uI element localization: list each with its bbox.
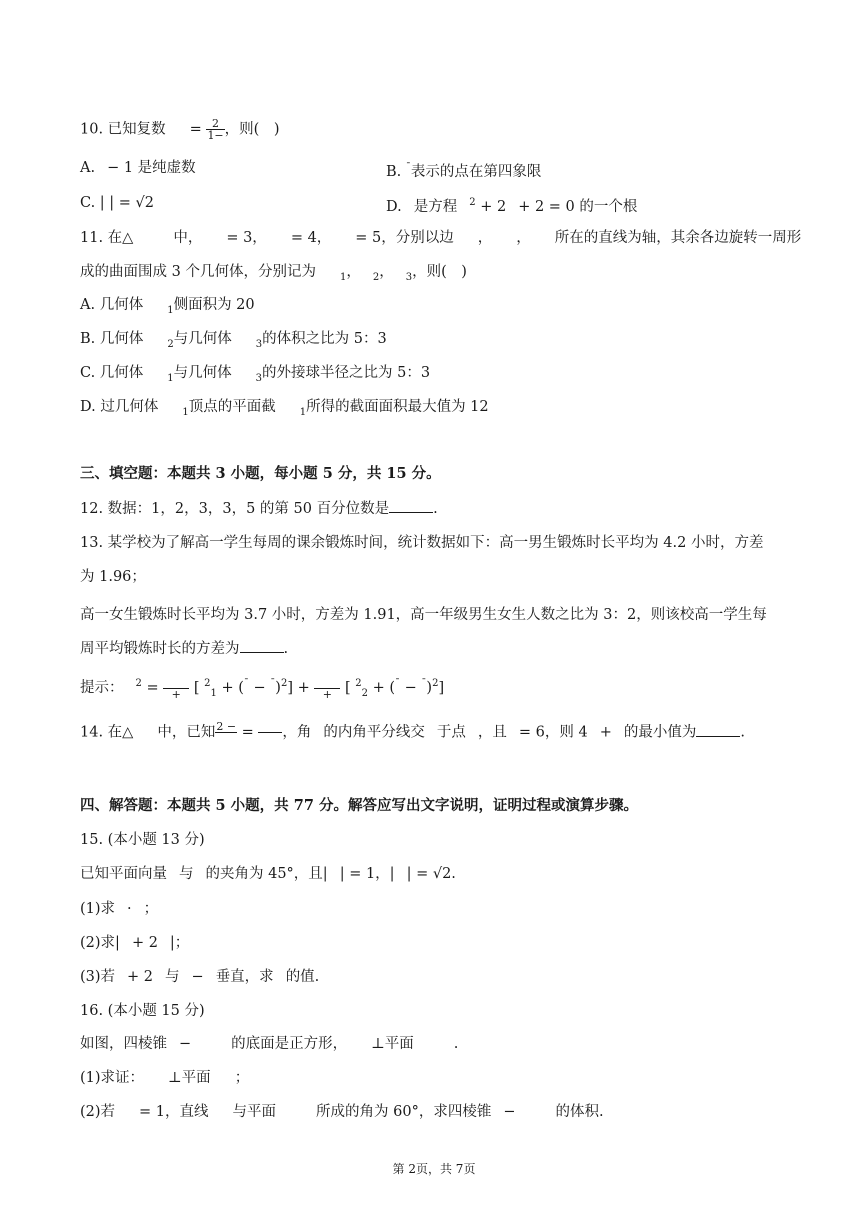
q10-option-b: B. ¯表示的点在第四象限 — [386, 162, 542, 180]
page-footer: 第 2页，共 7页 — [392, 1162, 476, 1176]
q13-stem-line3: 高一女生锻炼时长平均为 3.7 小时，方差为 1.91，高一年级男生女生人数之比为 3：2，则该校高一学生每 — [80, 607, 767, 623]
q16-part-1: (1)求证： ⊥平面 ； — [80, 1070, 250, 1086]
q10-option-d: D. 是方程 $^2$ + 2 + 2 = 0 的一个根 — [386, 197, 638, 215]
q12-stem: 12. 数据：1，2，3，3，5 的第 50 百分位数是 . — [80, 498, 438, 519]
q16-stem: 如图，四棱锥 − 的底面是正方形， ⊥平面 . — [80, 1036, 459, 1052]
q13-stem-line2: 为 1.96； — [80, 569, 146, 585]
q11-option-c: C. 几何体 $_1$与几何体 $_3$的外接球半径之比为 5：3 — [80, 365, 431, 384]
q15-stem: 已知平面向量 与 的夹角为 45°，且| | = 1，| | = √2. — [80, 866, 456, 882]
q10-stem: 10. 已知复数 = $\frac{2}{1-}$ ，则( ) — [80, 117, 280, 142]
q16-part-2: (2)若 = 1，直线 与平面 所成的角为 60°，求四棱锥 − 的体积. — [80, 1104, 604, 1120]
q10-option-a: A. − 1 是纯虚数 — [80, 160, 196, 176]
q15-part-1: (1)求 · ； — [80, 901, 159, 917]
q15-part-3: (3)若 + 2 与 − 垂直，求 的值. — [80, 969, 320, 985]
q11-stem-line1: 11. 在△ 中， = 3， = 4， = 5，分别以边 ， ， 所在的直线为轴，其余各边旋转一周形 — [80, 230, 802, 246]
section-4-title: 四、解答题：本题共 5 小题，共 77 分。解答应写出文字说明，证明过程或演算步骤。 — [80, 797, 638, 814]
q11-stem-line2: 成的曲面围成 3 个几何体，分别记为 $_1$， $_2$， $_3$，则( ) — [80, 264, 467, 283]
q13-answer-blank — [240, 638, 284, 653]
q13-stem-line1: 13. 某学校为了解高一学生每周的课余锻炼时间，统计数据如下：高一男生锻炼时长平均为 4.2 小时，方差 — [80, 535, 764, 551]
q16-header: 16. (本小题 15 分) — [80, 1003, 205, 1019]
q11-option-d: D. 过几何体 $_1$顶点的平面截 $_1$所得的截面面积最大值为 12 — [80, 399, 489, 418]
q10-fraction: $\frac{2}{1-}$ — [207, 117, 224, 142]
q14-stem: 14. 在△ 中，已知 2 − = ，角 的内角平分线交 于点 ，且 = 6，则 4 + 的最小值为 . — [80, 720, 746, 741]
q13-stem-line4: 周平均锻炼时长的方差为 . — [80, 638, 288, 659]
q12-answer-blank — [389, 498, 433, 513]
q11-option-a: A. 几何体 $_1$侧面积为 20 — [80, 297, 255, 316]
q15-part-2: (2)求| + 2 |； — [80, 935, 190, 951]
q14-answer-blank — [696, 722, 740, 737]
q11-option-b: B. 几何体 $_2$与几何体 $_3$的体积之比为 5：3 — [80, 331, 387, 350]
q10-option-c: C. | | = √2 — [80, 195, 155, 211]
q15-header: 15. (本小题 13 分) — [80, 832, 205, 848]
q13-hint: 提示： $^2$ = + [ $^2_1 + (^¯ - ^¯)^2$] + + [ $^2_2 + (^¯ - ^¯)^2$] — [80, 678, 445, 701]
section-3-title: 三、填空题：本题共 3 小题，每小题 5 分，共 15 分。 — [80, 465, 441, 482]
